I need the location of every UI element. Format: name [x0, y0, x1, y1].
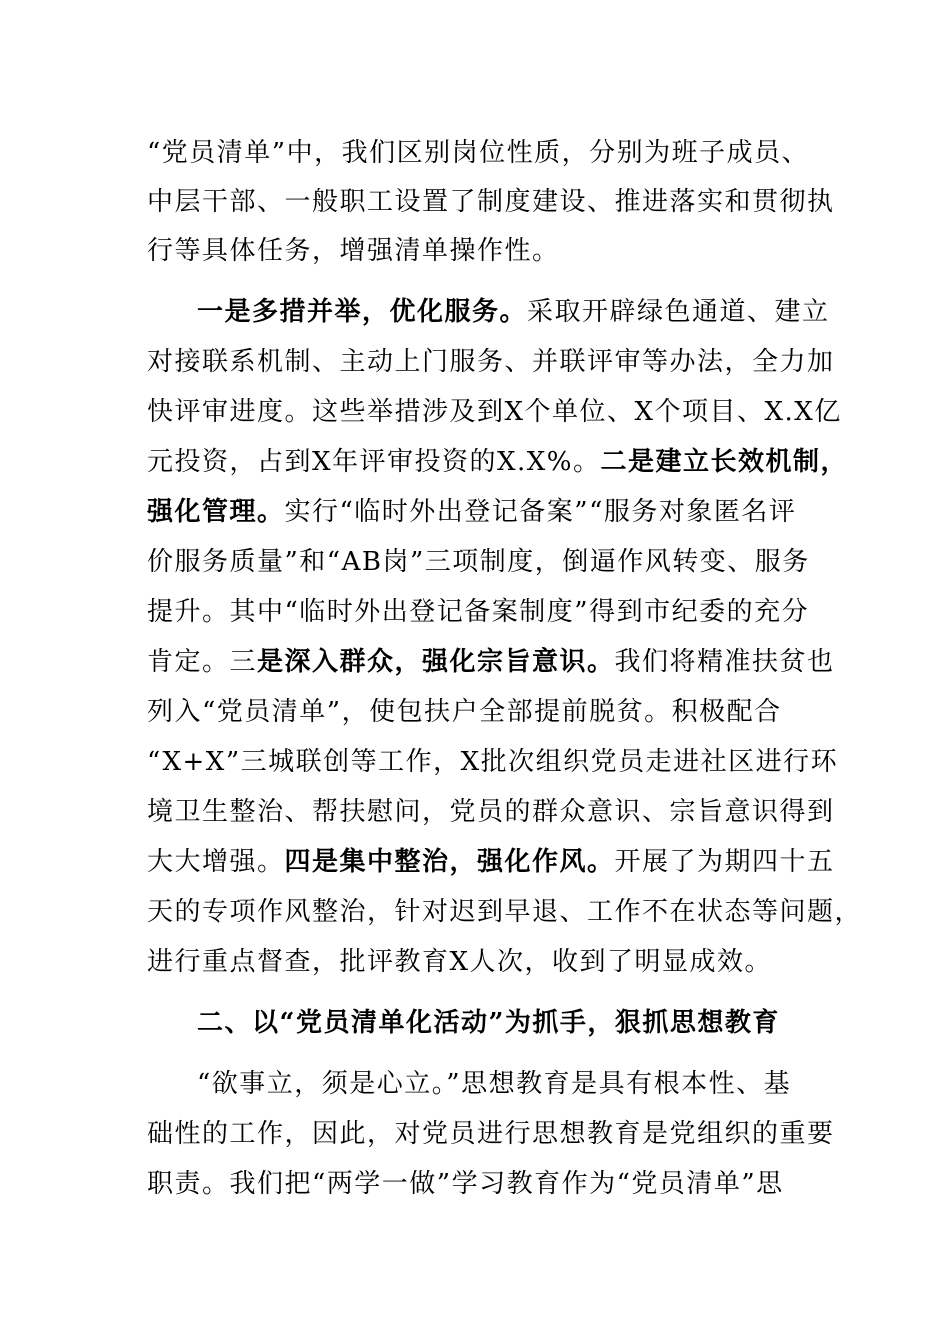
- point-3-text: 我们将精准扶贫也: [614, 647, 835, 677]
- line-4-text: 元投资，占到X年评审投资的X.X%。: [147, 447, 601, 477]
- paragraph-3-line-1: “欲事立，须是心立。”思想教育是具有根本性、基: [197, 1069, 792, 1099]
- paragraph-2-line-7: 提升。其中“临时外出登记备案制度”得到市纪委的充分: [147, 597, 810, 627]
- paragraph-2-line-4: [147, 446, 849, 478]
- line-8-text: 肯定。三: [147, 647, 258, 677]
- paragraph-2-line-13: 天的专项作风整治，针对迟到早退、工作不在状态等问题，: [147, 897, 863, 927]
- paragraph-3-line-2: 础性的工作，因此，对党员进行思想教育是党组织的重要: [147, 1119, 835, 1149]
- paragraph-1-line-3: 行等具体任务，增强清单操作性。: [147, 236, 560, 266]
- point-4-title: 四是集中整治，强化作风。: [284, 847, 615, 877]
- point-1-text: 采取开辟绿色通道、建立: [527, 297, 830, 327]
- point-3-title: 是深入群众，强化宗旨意识。: [257, 647, 615, 677]
- point-1-title: 一是多措并举，优化服务。: [197, 297, 528, 327]
- paragraph-2-line-1: [197, 296, 857, 328]
- paragraph-1-line-2: 中层干部、一般职工设置了制度建设、推进落实和贯彻执: [147, 187, 835, 217]
- paragraph-2-line-5: [147, 496, 807, 528]
- paragraph-2-line-10: “X+X”三城联创等工作，X批次组织党员走进社区进行环: [147, 747, 839, 777]
- point-4-text: 开展了为期四十五: [614, 847, 835, 877]
- paragraph-2-line-2: 对接联系机制、主动上门服务、并联评审等办法，全力加: [147, 347, 835, 377]
- paragraph-2-line-12: [147, 846, 835, 878]
- line-12-text: 大大增强。: [147, 847, 285, 877]
- section-heading-2: 二、以“党员清单化活动”为抓手，狠抓思想教育: [197, 1008, 780, 1038]
- point-2-title-start: 二是建立长效机制，: [600, 447, 849, 477]
- point-2-text: 实行“临时外出登记备案”“服务对象匿名评: [284, 497, 797, 527]
- point-2-title-end: 强化管理。: [147, 497, 285, 527]
- paragraph-2-line-3: 快评审进度。这些举措涉及到X个单位、X个项目、X.X亿: [147, 397, 842, 427]
- paragraph-2-line-14: 进行重点督查，批评教育X人次，收到了明显成效。: [147, 947, 773, 977]
- paragraph-1-line-1: “党员清单”中，我们区别岗位性质，分别为班子成员、: [147, 138, 810, 168]
- paragraph-2-line-11: 境卫生整治、帮扶慰问，党员的群众意识、宗旨意识得到: [147, 797, 835, 827]
- paragraph-2-line-9: 列入“党员清单”，使包扶户全部提前脱贫。积极配合: [147, 697, 782, 727]
- paragraph-3-line-3: 职责。我们把“两学一做”学习教育作为“党员清单”思: [147, 1169, 784, 1199]
- paragraph-2-line-6: 价服务质量”和“AB岗”三项制度，倒逼作风转变、服务: [147, 547, 810, 577]
- paragraph-2-line-8: [147, 646, 835, 678]
